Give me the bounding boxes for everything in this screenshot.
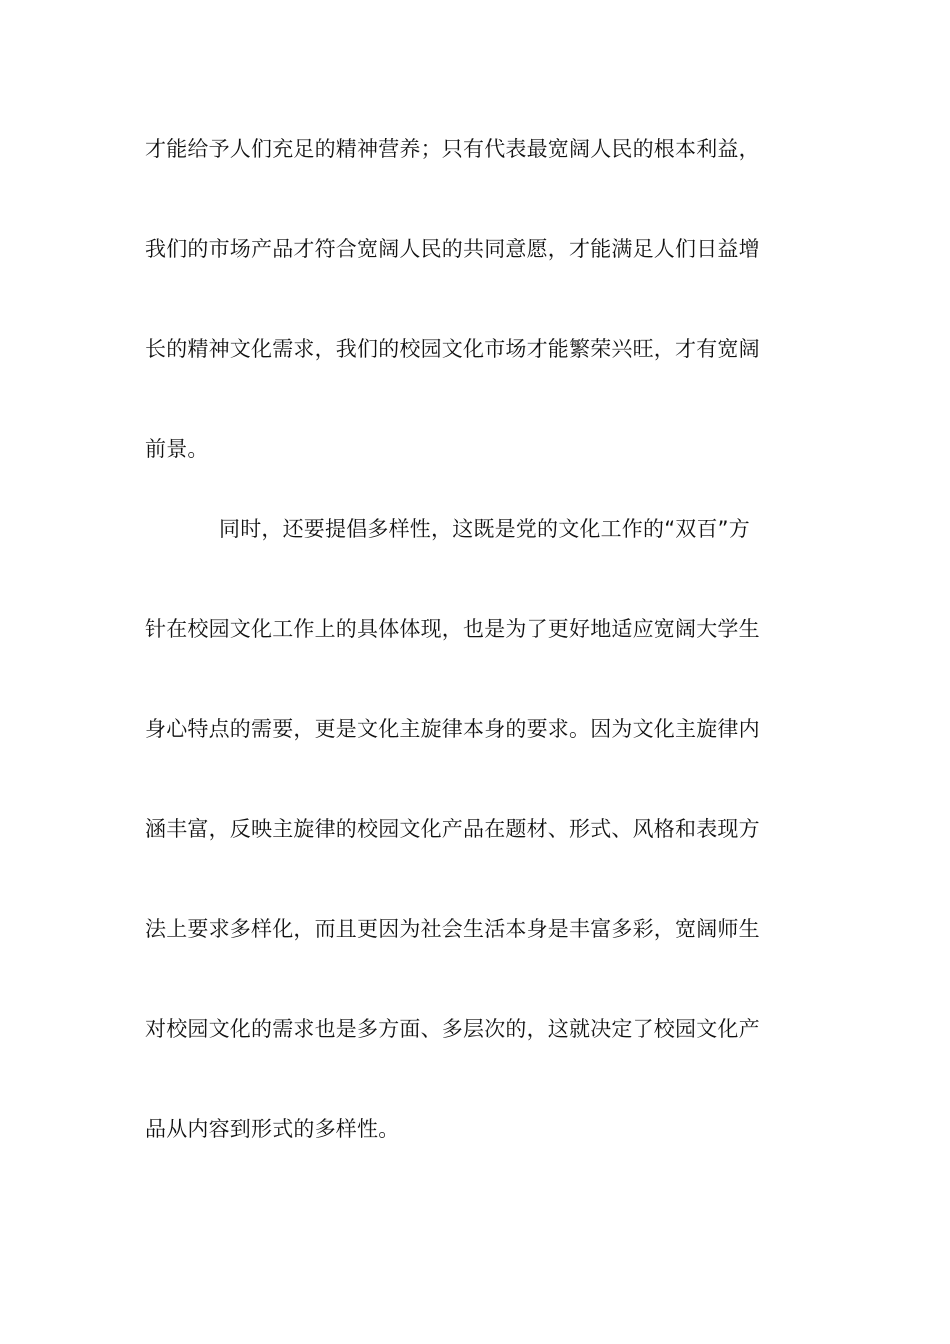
text-line: 对校园文化的需求也是多方面、多层次的，这就决定了校园文化产	[145, 1017, 760, 1041]
text-line: 身心特点的需要，更是文化主旋律本身的要求。因为文化主旋律内	[145, 717, 760, 741]
text-line: 涵丰富，反映主旋律的校园文化产品在题材、形式、风格和表现方	[145, 817, 760, 841]
text-line: 针在校园文化工作上的具体体现，也是为了更好地适应宽阔大学生	[145, 617, 760, 641]
text-line: 法上要求多样化，而且更因为社会生活本身是丰富多彩，宽阔师生	[145, 917, 760, 941]
text-line: 品从内容到形式的多样性。	[145, 1117, 400, 1141]
text-line: 长的精神文化需求，我们的校园文化市场才能繁荣兴旺，才有宽阔	[145, 337, 760, 361]
text-line: 我们的市场产品才符合宽阔人民的共同意愿，才能满足人们日益增	[145, 237, 760, 261]
text-line: 才能给予人们充足的精神营养；只有代表最宽阔人民的根本利益，	[145, 137, 760, 161]
text-line: 前景。	[145, 437, 209, 461]
paragraph-first-line: 同时，还要提倡多样性，这既是党的文化工作的“双百”方	[219, 517, 750, 541]
